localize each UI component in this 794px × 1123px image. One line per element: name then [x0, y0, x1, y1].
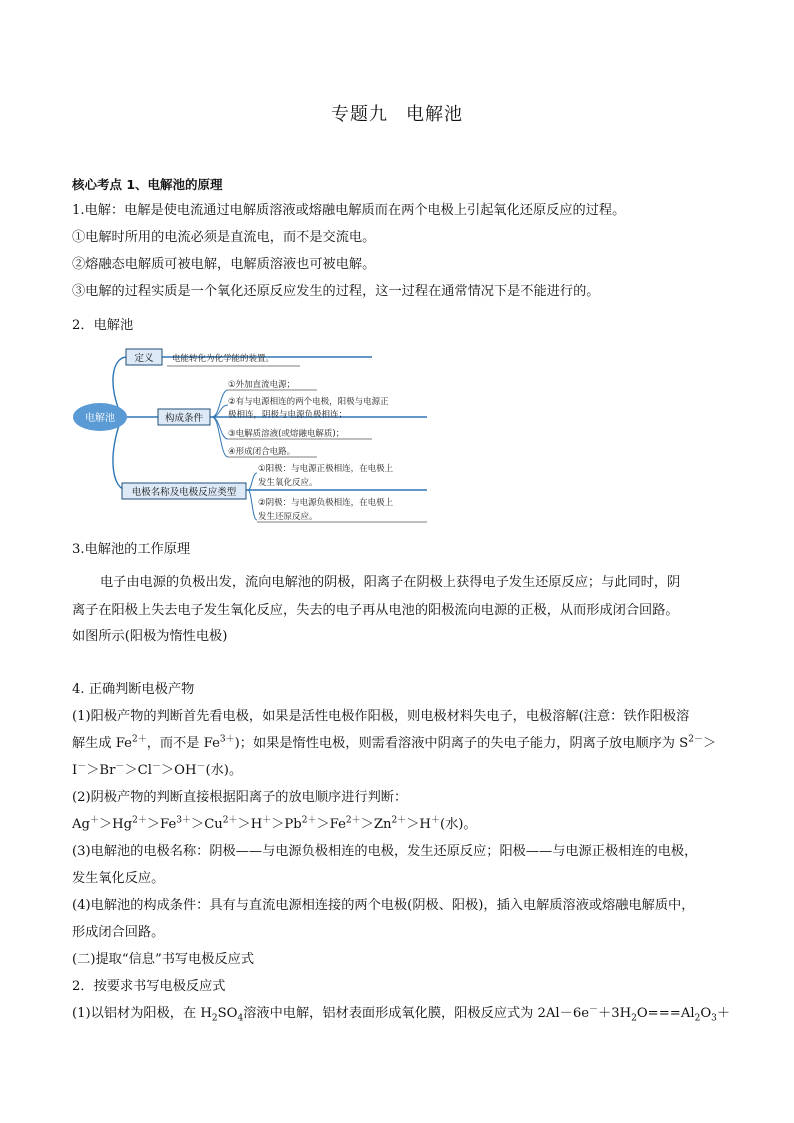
paragraph: ①电解时所用的电流必须是直流电，而不是交流电。: [72, 230, 376, 245]
mindmap-root-label: 电解池: [85, 413, 115, 424]
section-heading: (二)提取“信息”书写电极反应式: [72, 952, 255, 967]
page-title: 专题九 电解池: [331, 104, 463, 125]
mindmap-text: 发生氧化反应。: [258, 478, 318, 488]
mindmap-text: 发生还原反应。: [258, 512, 318, 522]
mindmap-text: ①外加直流电源；: [228, 380, 296, 390]
section-heading: 核心考点 1、电解池的原理: [72, 177, 223, 192]
cation-order: $Ag^+>Hg^{2+}>Fe^{3+}>Cu^{2+}>H^+>Pb^{2+}>Fe^{2+}>Zn^{2+}>H^+$(水)。: [72, 815, 477, 832]
mindmap-text: ④形成闭合电路。: [228, 447, 296, 457]
paragraph: (1)以铝材为阳极，在 $H_2SO_4$溶液中电解，铝材表面形成氧化膜，阳极反应式为 $2Al-6e^-+3H_2O===Al_2O_3+$: [72, 1004, 731, 1024]
section-heading: 2．按要求书写电极反应式: [72, 979, 226, 994]
section-heading: 4. 正确判断电极产物: [72, 682, 195, 697]
paragraph: 如图所示(阳极为惰性电极): [72, 629, 228, 644]
mindmap-label: 构成条件: [164, 413, 204, 424]
paragraph: 离子在阳极上失去电子发生氧化反应，失去的电子再从电池的阳极流向电源的正极，从而形成闭合回路。: [72, 603, 679, 618]
paragraph: 发生氧化反应。: [72, 871, 165, 886]
paragraph: 解生成 $Fe^{2+}$，而不是 $Fe^{3+}$)；如果是惰性电极，则需看溶液中阴离子的失电子能力，阴离子放电顺序为 $S^{2-}>$: [72, 734, 717, 751]
paragraph: 形成闭合回路。: [72, 925, 165, 940]
mindmap-text: 电能转化为化学能的装置。: [172, 354, 275, 364]
mindmap-text: ②阴极：与电源负极相连，在电极上: [258, 498, 394, 508]
mindmap-text: ②有与电源相连的两个电极，阳极与电源正: [228, 397, 389, 407]
electrolysis-mindmap: [72, 345, 432, 530]
section-heading: 3.电解池的工作原理: [72, 542, 191, 557]
paragraph: ②熔融态电解质可被电解，电解质溶液也可被电解。: [72, 257, 376, 272]
mindmap-text: ③电解质溶液(或熔融电解质)；: [228, 429, 345, 439]
paragraph: ③电解的过程实质是一个氧化还原反应发生的过程，这一过程在通常情况下是不能进行的。: [72, 284, 600, 299]
section-heading: 2．电解池: [72, 318, 134, 333]
paragraph: (3)电解池的电极名称：阴极——与电源负极相连的电极，发生还原反应；阳极——与电源正极相连的电极，: [72, 844, 698, 859]
mindmap-text: 极相连，阴极与电源负极相连；: [228, 410, 348, 420]
paragraph: I－＞Br－＞Cl－＞OH－(水)。: [72, 761, 243, 778]
paragraph: (4)电解池的构成条件：具有与直流电源相连接的两个电极(阴极、阳极)，插入电解质溶液或熔融电解质中，: [72, 898, 695, 913]
mindmap-label: 定义: [134, 353, 154, 364]
paragraph: 1.电解：电解是使电流通过电解质溶液或熔融电解质而在两个电极上引起氧化还原反应的过程。: [72, 203, 626, 218]
paragraph: (2)阴极产物的判断直接根据阳离子的放电顺序进行判断：: [72, 790, 408, 805]
mindmap-label: 电极名称及电极反应类型: [131, 487, 237, 498]
paragraph: (1)阳极产物的判断首先看电极，如果是活性电极作阳极，则电极材料失电子，电极溶解(注意：铁作阳极溶: [72, 709, 690, 724]
mindmap-text: ①阳极：与电源正极相连，在电极上: [258, 464, 394, 474]
paragraph: 电子由电源的负极出发，流向电解池的阴极，阳离子在阴极上获得电子发生还原反应；与此同时，阴: [100, 575, 681, 590]
